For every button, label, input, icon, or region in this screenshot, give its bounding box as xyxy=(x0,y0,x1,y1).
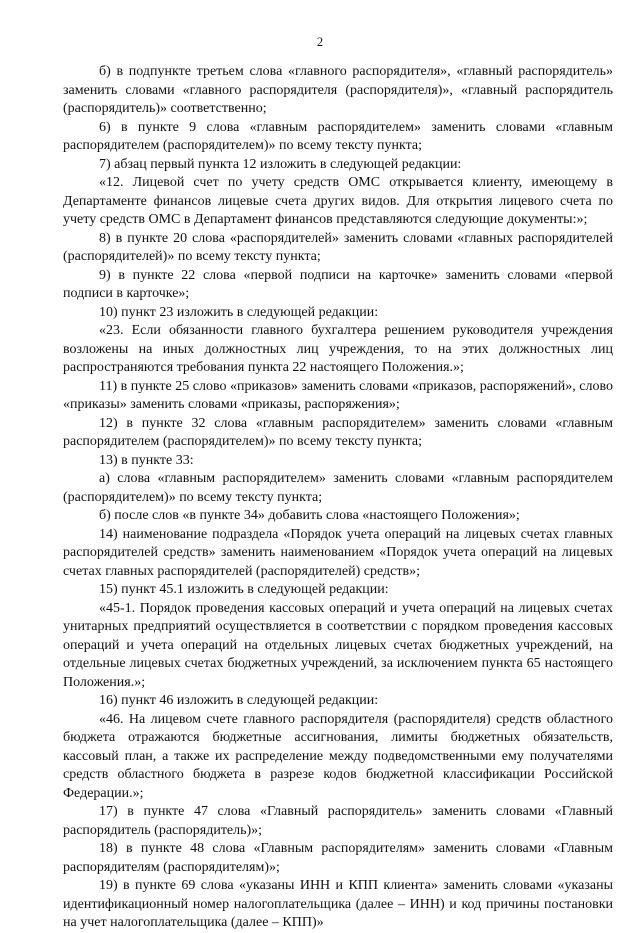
paragraph: «45-1. Порядок проведения кассовых операций и учета операций на лицевых счетах унитарных предприятий осуществляется в соответствии с порядком проведения кассовых операций и учета операций на отдельных лицевых счетах бюджетных учреждений, на отдельные лицевых счетах бюджетных учреждений, за исключением пункта 65 настоящего Положения.»; xyxy=(63,600,613,690)
paragraph: б) после слов «в пункте 34» добавить слова «настоящего Положения»; xyxy=(99,508,520,523)
paragraph: 9) в пункте 22 слова «первой подписи на карточке» заменить словами «первой подписи в карточке»; xyxy=(63,267,613,301)
paragraph: 12) в пункте 32 слова «главным распорядителем» заменить словами «главным распорядителем (распорядителем)» по всему тексту пункта; xyxy=(63,415,613,449)
paragraph: 7) абзац первый пункта 12 изложить в следующей редакции: xyxy=(99,156,462,172)
paragraph: 6) в пункте 9 слова «главным распорядителем» заменить словами «главным распорядителем (распорядителем)» по всему тексту пункта; xyxy=(63,119,613,153)
paragraph: 19) в пункте 69 слова «указаны ИНН и КПП клиента» заменить словами «указаны идентификационный номер налогоплательщика (далее – ИНН) и код причины постановки на учет налогоплательщика (далее – КПП)» xyxy=(63,878,613,930)
paragraph: 18) в пункте 48 слова «Главным распорядителям» заменить словами «Главным распорядителям (распорядителям)»; xyxy=(63,841,613,875)
paragraph: «46. На лицевом счете главного распорядителя (распорядителя) средств областного бюджета отражаются бюджетные ассигнования, лимиты бюджетных обязательств, кассовый план, а также их распределение между подведомственными ему получателями средств областного бюджета в разрезе кодов бюджетной классификации Российской Федерации.»; xyxy=(63,711,613,801)
paragraph: 11) в пункте 25 слово «приказов» заменить словами «приказов, распоряжений», слово «приказы» заменить словами «приказы, распоряжения»; xyxy=(63,378,613,412)
paragraph: 10) пункт 23 изложить в следующей редакции: xyxy=(99,304,379,320)
page-number: 2 xyxy=(316,35,324,49)
paragraph: 8) в пункте 20 слова «распорядителей» заменить словами «главных распорядителей (распорядителей)» по всему тексту пункта; xyxy=(63,230,613,264)
paragraph: 13) в пункте 33: xyxy=(99,452,194,468)
paragraph: 15) пункт 45.1 изложить в следующей редакции: xyxy=(99,582,389,597)
paragraph: б) в подпункте третьем слова «главного распорядителя», «главный распорядитель» заменить словами «главного распорядителя (распорядителя)», «главный распорядитель (распорядитель)» соответственно; xyxy=(63,64,613,116)
paragraph: «23. Если обязанности главного бухгалтера решением руководителя учреждения возложены на иных должностных лиц учреждения, то на этих должностных лиц распространяются требования пункта 22 настоящего Положения.»; xyxy=(63,323,613,375)
paragraph: 14) наименование подраздела «Порядок учета операций на лицевых счетах главных распорядителей средств» заменить наименованием «Порядок учета операций на лицевых счетах главных распорядителей (распорядителей) средств»; xyxy=(63,526,613,579)
paragraph: 16) пункт 46 изложить в следующей редакции: xyxy=(99,693,379,708)
paragraph: а) слова «главным распорядителем» заменить словами «главным распорядителем (распорядителем)» по всему тексту пункта; xyxy=(63,471,613,505)
paragraph: «12. Лицевой счет по учету средств ОМС открывается клиенту, имеющему в Департаменте финансов лицевые счета других видов. Для открытия лицевого счета по учету средств ОМС в Департамент финансов представляются следующие документы:»; xyxy=(63,175,613,227)
paragraph: 17) в пункте 47 слова «Главный распорядитель» заменить словами «Главный распорядитель (распорядитель)»; xyxy=(63,804,613,838)
document-body xyxy=(63,63,613,933)
